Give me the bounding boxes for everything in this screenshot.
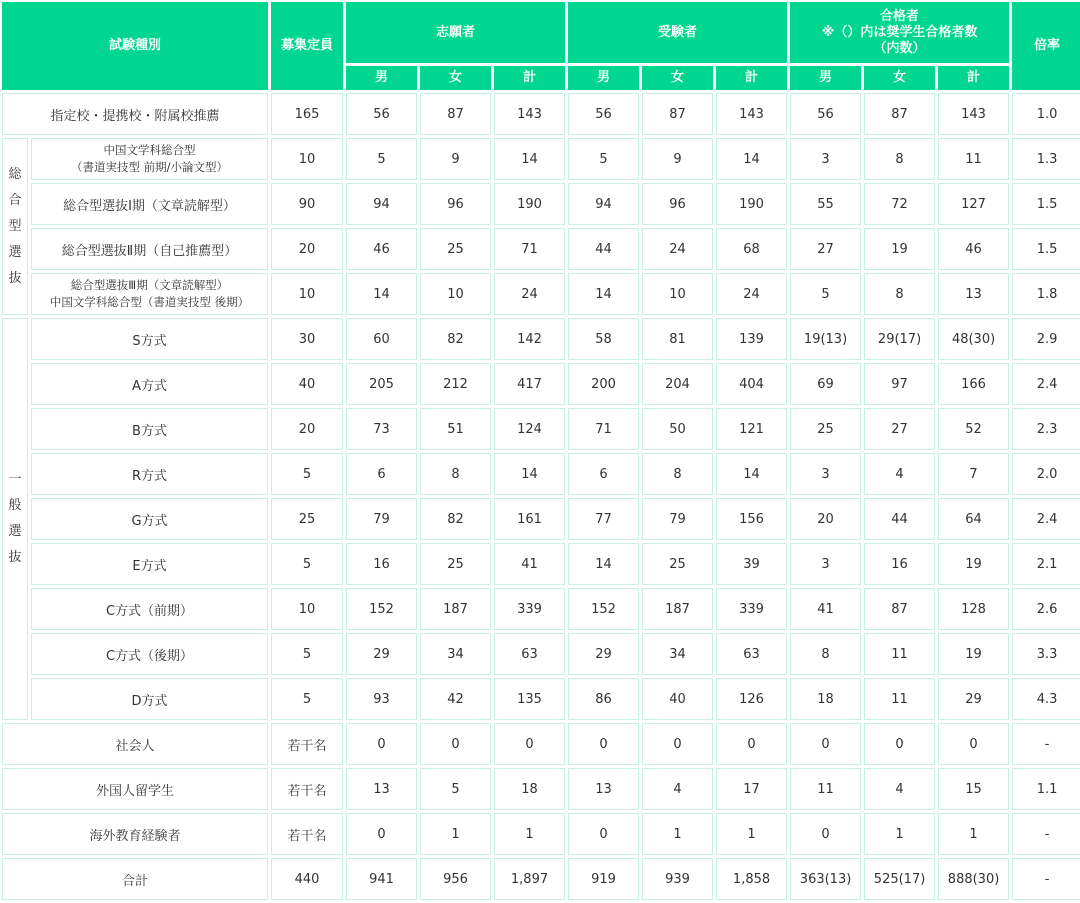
table-row: [2, 858, 1080, 900]
cell-app-t: 24: [494, 273, 565, 315]
cell-ratio: 3.3: [1012, 633, 1080, 675]
cell-exm-t: 17: [716, 768, 787, 810]
capacity-header: 募集定員: [271, 2, 343, 90]
cell-pass-m: 3: [790, 543, 861, 585]
group-label-char: 抜: [8, 550, 22, 565]
cell-app-f: 8: [420, 453, 491, 495]
cell-pass-f: 8: [864, 273, 935, 315]
cell-pass-t: 11: [938, 138, 1009, 180]
table-row: [2, 543, 1080, 585]
cell-pass-m: 19(13): [790, 318, 861, 360]
cell-exm-m: 14: [568, 273, 639, 315]
cell-exm-t: 39: [716, 543, 787, 585]
cell-app-t: 1: [494, 813, 565, 855]
cell-capacity: 5: [271, 633, 343, 675]
cell-exm-m: 94: [568, 183, 639, 225]
cell-app-f: 187: [420, 588, 491, 630]
cell-pass-t: 1: [938, 813, 1009, 855]
table-row: [2, 678, 1080, 720]
cell-exm-m: 0: [568, 723, 639, 765]
cell-exm-t: 63: [716, 633, 787, 675]
cell-app-f: 82: [420, 318, 491, 360]
cell-exm-f: 8: [642, 453, 713, 495]
cell-exm-f: 4: [642, 768, 713, 810]
cell-app-m: 56: [346, 93, 417, 135]
cell-exm-m: 86: [568, 678, 639, 720]
cell-capacity: 30: [271, 318, 343, 360]
cell-pass-t: 29: [938, 678, 1009, 720]
cell-ratio: -: [1012, 813, 1080, 855]
table-row: [2, 273, 1080, 315]
cell-app-m: 73: [346, 408, 417, 450]
cell-capacity: 20: [271, 228, 343, 270]
cell-exm-m: 77: [568, 498, 639, 540]
cell-pass-m: 18: [790, 678, 861, 720]
table-row: [2, 453, 1080, 495]
table-row: [2, 138, 1080, 180]
cell-exm-f: 10: [642, 273, 713, 315]
cell-pass-f: 4: [864, 453, 935, 495]
cell-app-t: 142: [494, 318, 565, 360]
exam-type-name: S方式: [31, 318, 268, 360]
group-label-ippan: [2, 318, 28, 720]
cell-pass-m: 5: [790, 273, 861, 315]
cell-app-f: 96: [420, 183, 491, 225]
exam-type-name-line1: 中国文学科総合型: [103, 143, 196, 157]
cell-ratio: 2.4: [1012, 498, 1080, 540]
cell-app-t: 71: [494, 228, 565, 270]
cell-pass-f: 8: [864, 138, 935, 180]
cell-pass-t: 13: [938, 273, 1009, 315]
cell-app-t: 41: [494, 543, 565, 585]
cell-pass-f: 11: [864, 678, 935, 720]
cell-pass-t: 46: [938, 228, 1009, 270]
cell-ratio: 1.8: [1012, 273, 1080, 315]
cell-pass-t: 19: [938, 633, 1009, 675]
cell-ratio: 1.1: [1012, 768, 1080, 810]
cell-exm-t: 404: [716, 363, 787, 405]
cell-app-f: 9: [420, 138, 491, 180]
cell-app-m: 14: [346, 273, 417, 315]
cell-exm-t: 126: [716, 678, 787, 720]
table-body: [2, 93, 1080, 900]
cell-app-t: 63: [494, 633, 565, 675]
cell-pass-m: 3: [790, 138, 861, 180]
cell-capacity: 90: [271, 183, 343, 225]
exam-type-name: D方式: [31, 678, 268, 720]
passers-total-header: 計: [938, 66, 1009, 90]
cell-exm-f: 81: [642, 318, 713, 360]
group-label-sogo: [2, 138, 28, 315]
cell-ratio: -: [1012, 723, 1080, 765]
cell-exm-t: 190: [716, 183, 787, 225]
cell-pass-t: 19: [938, 543, 1009, 585]
cell-ratio: 1.3: [1012, 138, 1080, 180]
cell-exm-m: 5: [568, 138, 639, 180]
cell-capacity: 若干名: [271, 813, 343, 855]
cell-exm-m: 14: [568, 543, 639, 585]
cell-app-t: 135: [494, 678, 565, 720]
table-row: [2, 183, 1080, 225]
cell-pass-f: 87: [864, 588, 935, 630]
cell-pass-m: 0: [790, 723, 861, 765]
cell-app-t: 339: [494, 588, 565, 630]
group-label-char: 合: [8, 192, 22, 208]
cell-capacity: 5: [271, 543, 343, 585]
cell-pass-m: 41: [790, 588, 861, 630]
cell-exm-t: 24: [716, 273, 787, 315]
cell-exm-m: 200: [568, 363, 639, 405]
cell-app-m: 5: [346, 138, 417, 180]
cell-pass-m: 56: [790, 93, 861, 135]
cell-capacity: 20: [271, 408, 343, 450]
cell-app-m: 60: [346, 318, 417, 360]
examinees-male-header: 男: [568, 66, 639, 90]
exam-type-name: 総合型選抜Ⅱ期（自己推薦型）: [31, 228, 268, 270]
cell-app-t: 190: [494, 183, 565, 225]
cell-pass-t: 48(30): [938, 318, 1009, 360]
applicants-female-header: 女: [420, 66, 491, 90]
cell-pass-t: 7: [938, 453, 1009, 495]
exam-type-name: [31, 138, 268, 180]
cell-pass-f: 1: [864, 813, 935, 855]
cell-ratio: 1.5: [1012, 183, 1080, 225]
cell-app-f: 212: [420, 363, 491, 405]
cell-ratio: -: [1012, 858, 1080, 900]
cell-exm-t: 339: [716, 588, 787, 630]
cell-exm-f: 34: [642, 633, 713, 675]
cell-exm-m: 13: [568, 768, 639, 810]
passers-header-line3: （内数）: [873, 40, 926, 56]
cell-capacity: 5: [271, 453, 343, 495]
cell-pass-f: 4: [864, 768, 935, 810]
cell-pass-t: 0: [938, 723, 1009, 765]
cell-app-f: 1: [420, 813, 491, 855]
exam-type-name: 海外教育経験者: [2, 813, 268, 855]
cell-pass-m: 55: [790, 183, 861, 225]
cell-app-t: 161: [494, 498, 565, 540]
cell-exm-f: 24: [642, 228, 713, 270]
cell-exm-t: 139: [716, 318, 787, 360]
group-label-char: 選: [8, 244, 22, 260]
cell-pass-m: 69: [790, 363, 861, 405]
table-row: [2, 318, 1080, 360]
cell-pass-t: 127: [938, 183, 1009, 225]
exam-type-name: C方式（前期）: [31, 588, 268, 630]
examinees-header: 受験者: [568, 2, 787, 63]
cell-app-m: 29: [346, 633, 417, 675]
cell-capacity: 25: [271, 498, 343, 540]
cell-app-t: 14: [494, 453, 565, 495]
cell-pass-f: 27: [864, 408, 935, 450]
cell-pass-f: 0: [864, 723, 935, 765]
cell-exm-f: 939: [642, 858, 713, 900]
passers-header: [790, 2, 1009, 63]
cell-app-t: 417: [494, 363, 565, 405]
group-label-char: 般: [8, 498, 22, 513]
cell-exm-f: 50: [642, 408, 713, 450]
cell-exm-t: 1,858: [716, 858, 787, 900]
cell-exm-t: 0: [716, 723, 787, 765]
cell-app-f: 25: [420, 228, 491, 270]
cell-pass-m: 27: [790, 228, 861, 270]
passers-female-header: 女: [864, 66, 935, 90]
group-label-char: 総: [8, 166, 22, 182]
cell-pass-m: 363(13): [790, 858, 861, 900]
cell-exm-t: 1: [716, 813, 787, 855]
cell-ratio: 2.0: [1012, 453, 1080, 495]
cell-ratio: 2.3: [1012, 408, 1080, 450]
cell-app-f: 51: [420, 408, 491, 450]
cell-pass-m: 8: [790, 633, 861, 675]
cell-ratio: 2.1: [1012, 543, 1080, 585]
table-row: [2, 768, 1080, 810]
cell-app-f: 0: [420, 723, 491, 765]
examinees-female-header: 女: [642, 66, 713, 90]
cell-exm-t: 14: [716, 138, 787, 180]
cell-pass-f: 87: [864, 93, 935, 135]
cell-app-f: 10: [420, 273, 491, 315]
header-row: [2, 2, 1080, 63]
exam-type-name-line2: （書道実技型 前期/小論文型）: [70, 160, 229, 174]
table-row: [2, 408, 1080, 450]
cell-exm-f: 96: [642, 183, 713, 225]
cell-app-m: 93: [346, 678, 417, 720]
cell-exm-f: 1: [642, 813, 713, 855]
cell-app-m: 79: [346, 498, 417, 540]
cell-pass-f: 72: [864, 183, 935, 225]
cell-exm-f: 79: [642, 498, 713, 540]
cell-app-m: 46: [346, 228, 417, 270]
cell-capacity: 440: [271, 858, 343, 900]
cell-app-m: 941: [346, 858, 417, 900]
cell-capacity: 若干名: [271, 768, 343, 810]
cell-app-m: 0: [346, 813, 417, 855]
passers-header-line1: 合格者: [880, 8, 920, 24]
cell-exm-f: 9: [642, 138, 713, 180]
cell-pass-t: 143: [938, 93, 1009, 135]
cell-exm-m: 0: [568, 813, 639, 855]
cell-pass-t: 128: [938, 588, 1009, 630]
cell-app-f: 82: [420, 498, 491, 540]
cell-app-m: 0: [346, 723, 417, 765]
exam-type-name: B方式: [31, 408, 268, 450]
exam-type-name: 外国人留学生: [2, 768, 268, 810]
cell-pass-f: 16: [864, 543, 935, 585]
cell-pass-f: 29(17): [864, 318, 935, 360]
exam-type-name: 指定校・提携校・附属校推薦: [2, 93, 268, 135]
cell-exm-m: 71: [568, 408, 639, 450]
exam-type-name: A方式: [31, 363, 268, 405]
cell-pass-f: 44: [864, 498, 935, 540]
applicants-male-header: 男: [346, 66, 417, 90]
cell-ratio: 1.5: [1012, 228, 1080, 270]
cell-pass-m: 3: [790, 453, 861, 495]
cell-app-t: 0: [494, 723, 565, 765]
exam-type-name: 社会人: [2, 723, 268, 765]
exam-type-name: 総合型選抜Ⅰ期（文章読解型）: [31, 183, 268, 225]
cell-capacity: 10: [271, 273, 343, 315]
cell-capacity: 10: [271, 588, 343, 630]
cell-ratio: 4.3: [1012, 678, 1080, 720]
cell-pass-m: 20: [790, 498, 861, 540]
exam-type-name: C方式（後期）: [31, 633, 268, 675]
cell-ratio: 2.4: [1012, 363, 1080, 405]
cell-capacity: 40: [271, 363, 343, 405]
exam-type-name: R方式: [31, 453, 268, 495]
cell-exm-m: 44: [568, 228, 639, 270]
cell-exm-f: 187: [642, 588, 713, 630]
cell-exm-f: 25: [642, 543, 713, 585]
cell-ratio: 1.0: [1012, 93, 1080, 135]
cell-app-m: 94: [346, 183, 417, 225]
cell-exm-f: 0: [642, 723, 713, 765]
table-row: [2, 363, 1080, 405]
cell-app-t: 1,897: [494, 858, 565, 900]
cell-ratio: 2.6: [1012, 588, 1080, 630]
cell-exm-m: 58: [568, 318, 639, 360]
cell-capacity: 10: [271, 138, 343, 180]
cell-pass-t: 64: [938, 498, 1009, 540]
exam-type-name: 合計: [2, 858, 268, 900]
cell-exm-f: 40: [642, 678, 713, 720]
exam-type-header: 試験種別: [2, 2, 268, 90]
applicants-header: 志願者: [346, 2, 565, 63]
table-row: [2, 498, 1080, 540]
ratio-header: 倍率: [1012, 2, 1080, 90]
cell-app-f: 34: [420, 633, 491, 675]
cell-exm-f: 204: [642, 363, 713, 405]
cell-app-t: 14: [494, 138, 565, 180]
cell-exm-m: 152: [568, 588, 639, 630]
table-row: [2, 723, 1080, 765]
table-row: [2, 93, 1080, 135]
cell-app-t: 143: [494, 93, 565, 135]
cell-app-t: 124: [494, 408, 565, 450]
cell-capacity: 165: [271, 93, 343, 135]
cell-app-f: 25: [420, 543, 491, 585]
cell-pass-f: 97: [864, 363, 935, 405]
cell-app-m: 205: [346, 363, 417, 405]
table-row: [2, 228, 1080, 270]
exam-type-name-line1: 総合型選抜Ⅲ期（文章読解型）: [70, 278, 229, 292]
cell-pass-t: 15: [938, 768, 1009, 810]
group-label-char: 型: [8, 218, 22, 234]
table-row: [2, 588, 1080, 630]
cell-exm-m: 6: [568, 453, 639, 495]
cell-pass-m: 25: [790, 408, 861, 450]
cell-exm-m: 29: [568, 633, 639, 675]
cell-pass-f: 11: [864, 633, 935, 675]
cell-capacity: 若干名: [271, 723, 343, 765]
exam-type-name: [31, 273, 268, 315]
examinees-total-header: 計: [716, 66, 787, 90]
cell-app-m: 6: [346, 453, 417, 495]
cell-pass-f: 19: [864, 228, 935, 270]
cell-app-f: 42: [420, 678, 491, 720]
cell-pass-t: 166: [938, 363, 1009, 405]
cell-exm-m: 56: [568, 93, 639, 135]
cell-exm-t: 68: [716, 228, 787, 270]
cell-capacity: 5: [271, 678, 343, 720]
passers-male-header: 男: [790, 66, 861, 90]
group-label-char: 抜: [8, 270, 22, 286]
cell-pass-f: 525(17): [864, 858, 935, 900]
exam-type-name-line2: 中国文学科総合型（書道実技型 後期）: [49, 295, 250, 309]
cell-exm-t: 121: [716, 408, 787, 450]
exam-type-name: E方式: [31, 543, 268, 585]
cell-pass-t: 52: [938, 408, 1009, 450]
cell-exm-f: 87: [642, 93, 713, 135]
cell-pass-m: 11: [790, 768, 861, 810]
group-label-char: 一: [8, 472, 22, 487]
passers-header-line2: ※（）内は奨学生合格者数: [821, 24, 978, 40]
exam-type-name: G方式: [31, 498, 268, 540]
cell-exm-t: 143: [716, 93, 787, 135]
cell-exm-m: 919: [568, 858, 639, 900]
cell-pass-m: 0: [790, 813, 861, 855]
cell-exm-t: 156: [716, 498, 787, 540]
applicants-total-header: 計: [494, 66, 565, 90]
table-row: [2, 633, 1080, 675]
cell-app-f: 87: [420, 93, 491, 135]
table-row: [2, 813, 1080, 855]
cell-app-f: 956: [420, 858, 491, 900]
cell-ratio: 2.9: [1012, 318, 1080, 360]
group-label-char: 選: [8, 524, 22, 539]
cell-app-m: 16: [346, 543, 417, 585]
cell-app-f: 5: [420, 768, 491, 810]
cell-app-m: 152: [346, 588, 417, 630]
cell-app-t: 18: [494, 768, 565, 810]
cell-pass-t: 888(30): [938, 858, 1009, 900]
cell-app-m: 13: [346, 768, 417, 810]
cell-exm-t: 14: [716, 453, 787, 495]
